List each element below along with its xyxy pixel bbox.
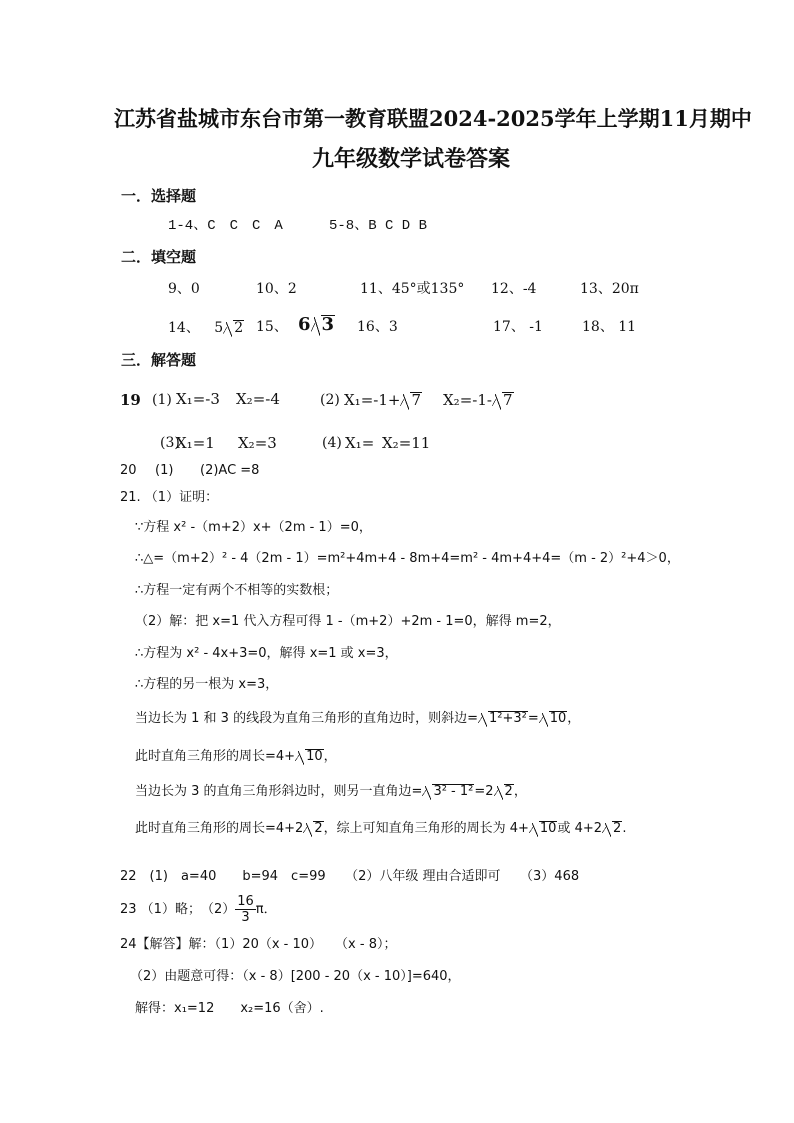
q21-l9-radical1: 3² - 1² (422, 784, 474, 798)
q21-line1: ∵方程 x² -（m+2）x+（2m - 1）=0， (135, 520, 372, 535)
q19-p3-x2: X₂=3 (238, 434, 277, 452)
q23-prefix: 23 （1）略； （2） (120, 902, 236, 917)
q21-line5: ∴方程为 x² - 4x+3=0，解得 x=1 或 x=3， (135, 646, 398, 661)
answer-q16: 16、3 (357, 319, 398, 335)
q19-part4: (4) (322, 435, 342, 451)
q19-p1-x1: X₁=-3 (176, 390, 220, 408)
q21-line7: 当边长为 1 和 3 的线段为直角三角形的直角边时，则斜边= 1²+3²= 10， (135, 711, 581, 726)
q19-part3: (3) (160, 435, 180, 451)
section3-heading: 三．解答题 (121, 351, 197, 369)
q19-p4-x1: X₁= (345, 434, 375, 452)
q19-part1: (1) (152, 392, 172, 408)
page-title-line2: 九年级数学试卷答案 (312, 146, 511, 172)
q19-part2: (2) (320, 392, 340, 408)
q21-line6: ∴方程的另一根为 x=3， (135, 677, 279, 692)
answer-q15-label: 15、 (256, 319, 288, 335)
answer-q17: 17、 -1 (493, 319, 543, 335)
answer-q18: 18、 11 (582, 319, 637, 335)
q23-suffix: π． (255, 902, 277, 917)
q24-line2: （2）由题意可得：（x - 8）[200 - 20（x - 10）]=640， (130, 969, 461, 984)
q19-p3-x1: X₁=1 (176, 434, 215, 452)
answer-q14 (168, 320, 244, 335)
q14-label: 14、 (168, 320, 200, 336)
q21-line4: （2）解：把 x=1 代入方程可得 1 -（m+2）+2m - 1=0，解得 m=2， (135, 614, 561, 629)
q21-l7-radical1: 1²+3² (478, 711, 528, 725)
q20-part2: (2)AC =8 (200, 463, 260, 478)
answer-q11: 11、45°或135° (360, 281, 465, 297)
page-title-line1: 江苏省盐城市东台市第一教育联盟2024-2025学年上学期11月期中 (114, 106, 752, 131)
q21-line10: 此时直角三角形的周长=4+2 2，综上可知直角三角形的周长为 4+ 10或 4+2 2. (135, 821, 627, 836)
q24-line3: 解得：x₁=12 x₂=16（舍）. (135, 1001, 324, 1016)
q21-line3: ∴方程一定有两个不相等的实数根； (135, 583, 339, 598)
q19-p2-x1-radical: 7 (400, 392, 422, 408)
answer-q12: 12、-4 (491, 281, 537, 297)
q19-p4-x2: X₂=11 (382, 434, 431, 452)
section1-heading: 一．选择题 (121, 187, 197, 205)
q21-line9: 当边长为 3 的直角三角形斜边时，则另一直角边= 3² - 1²=2 2， (135, 784, 527, 799)
q15-radical: 3 (311, 315, 336, 334)
q15-coef: 6 (298, 314, 311, 335)
q19-p2-x1: X₁=-1+ 7 (344, 391, 421, 409)
q19-p1-x2: X₂=-4 (236, 390, 280, 408)
q21-l10-radical3: 2 (602, 821, 622, 835)
q14-coef: 5 (214, 320, 224, 336)
answer-q10: 10、2 (256, 281, 297, 297)
q20-part1: (1) (155, 463, 174, 478)
q24-line1: 24【解答】解：（1）20（x - 10） （x - 8）； (120, 937, 397, 952)
q19-p2-x2-radical: 7 (492, 392, 514, 408)
q21-line8: 此时直角三角形的周长=4+ 10， (135, 749, 337, 764)
answer-q13: 13、20π (580, 281, 639, 297)
answer-q15 (298, 315, 335, 334)
q21-intro: 21. （1）证明： (120, 490, 219, 505)
section2-heading: 二．填空题 (121, 248, 197, 266)
q21-l8-radical: 10 (295, 749, 324, 763)
q14-radical: 2 (223, 320, 244, 335)
q19-number: 19 (120, 391, 141, 409)
answers-1-4: 1-4、C C C A (168, 218, 283, 234)
answer-q9: 9、0 (168, 281, 200, 297)
q21-l10-radical2: 10 (529, 821, 558, 835)
q21-line2: ∴△=（m+2）² - 4（2m - 1）=m²+4m+4 - 8m+4=m² - 4m+4+4=（m - 2）²+4＞0， (135, 551, 680, 566)
q21-l10-radical1: 2 (303, 821, 323, 835)
q23-answer (120, 894, 277, 925)
q21-l9-radical2: 2 (494, 784, 514, 798)
q19-p2-x2: X₂=-1- 7 (443, 391, 513, 409)
q22-answer: 22 (1) a=40 b=94 c=99 （2）八年级 理由合适即可 （3）468 (120, 869, 580, 884)
q20-number: 20 (120, 463, 137, 478)
q23-fraction: $\frac{16}{3}$ (237, 894, 254, 925)
q21-l7-radical2: 10 (539, 711, 568, 725)
answers-5-8: 5-8、B C D B (329, 218, 428, 234)
